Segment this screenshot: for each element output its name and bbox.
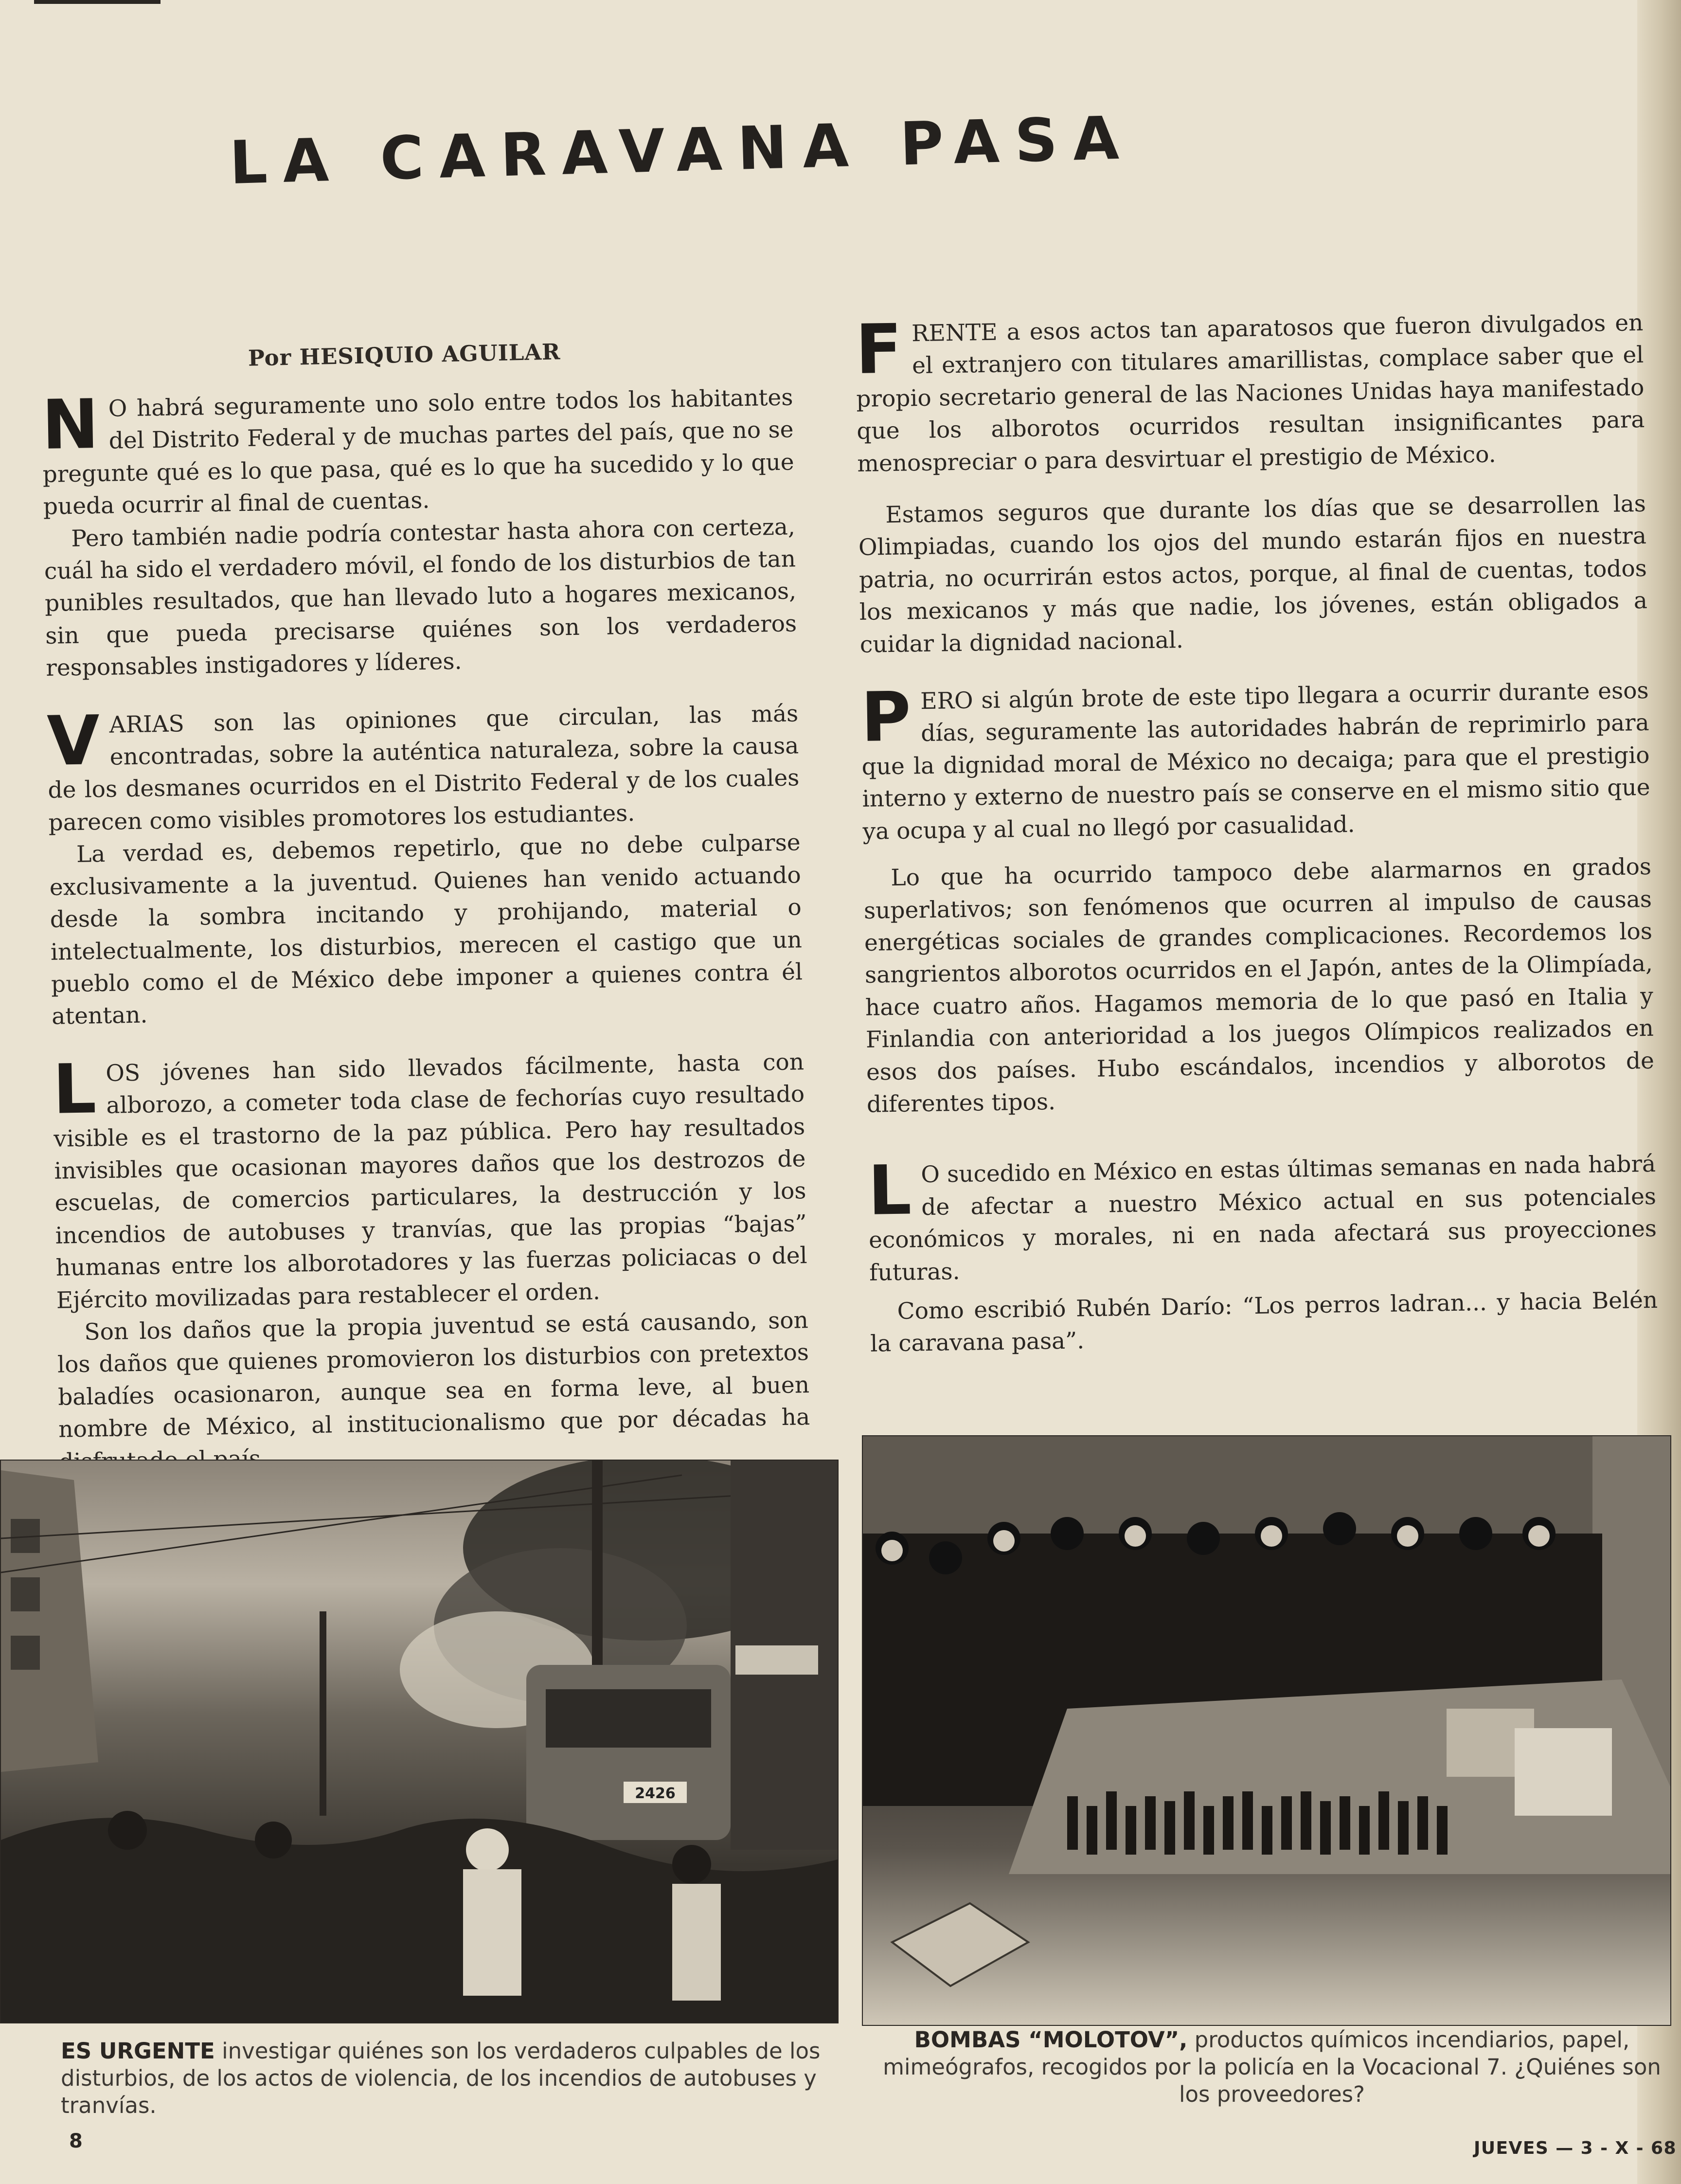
photo-illustration: [863, 1436, 1670, 2025]
photo-burning-tram: [0, 1460, 839, 2023]
paragraph: [41, 381, 795, 523]
paragraph-text: O habrá seguramente uno solo entre todos los habitantes del Distrito Federal y de muchas partes del país, que no se pregunte qué es lo que pasa, qué es lo que ha sucedido y lo que pueda ocurrir al final de cuentas.: [42, 384, 794, 521]
photo-illustration: [1, 1461, 838, 2022]
drop-cap: L: [867, 1151, 912, 1231]
paragraph: [56, 1304, 810, 1479]
paragraph: [858, 488, 1648, 661]
paragraph: [43, 511, 797, 685]
paragraph: [870, 1284, 1659, 1361]
paragraph-text: Como escribió Rubén Darío: “Los perros ladran... y hacia Belén la caravana pasa”.: [870, 1286, 1658, 1358]
caption-lead: BOMBAS “MOLOTOV”,: [914, 2027, 1188, 2053]
drop-cap: F: [855, 309, 903, 390]
paragraph-text: ARIAS son las opiniones que circulan, las más encontradas, sobre la auténtica naturaleza, sobre la causa de los desmanes ocurridos en el Distrito Federal y de los cuales parecen como visibles promotores los estudiantes.: [48, 700, 800, 836]
paragraph-text: Son los daños que la propia juventud se está causando, son los daños que quienes promovieron los disturbios con pretextos baladíes ocasionaron, aunque sea en forma leve, al buen nombre de México, al institucionalismo que por décadas ha país.: [57, 1307, 810, 1473]
paragraph: [855, 307, 1645, 480]
issue-date: JUEVES — 3 - X - 68: [1474, 2138, 1677, 2158]
paragraph-text: Lo que ha ocurrido tampoco debe alarmarnos en grados superlativos; son fenómenos que ocurren al impulso de causas energéticas sociales de grandes complicaciones. Recordemos los sangrientos alborotos ocurridos en el Japón, antes de la Olimpíada, hace cuatro años. Hagamos memoria de lo que pasó en Italia y Finlandia con anterioridad a los juegos Olímpicos realizados en esos dos países. Hubo escándalos, incendios y alborotos de diferentes tipos.: [863, 853, 1655, 1118]
paragraph-text: Estamos seguros que durante los días que se desarrollen las Olimpiadas, cuando los ojos del mundo estarán fijos en nuestra patria, no ocurrirán estos actos, porque, al final de cuentas, todos los mexicanos y más que nadie, los jóvenes, están obligados a cuidar la dignidad nacional.: [858, 490, 1648, 658]
paragraph: [868, 1148, 1658, 1289]
caption-lead: ES URGENTE: [61, 2038, 215, 2064]
page-number: 8: [69, 2130, 83, 2152]
paragraph-text: La verdad es, debemos repetirlo, que no debe culparse exclusivamente a la juventud. Quienes han venido actuando desde la sombra incitando y prohijando, material o intelectualmente, los disturbios, merecen el castigo que un pueblo como el de México debe imponer a quienes contra él atentan.: [49, 829, 803, 1030]
caption-text: investigar quiénes son los verdaderos culpables de los disturbios, de los actos de violencia, de los incendios de autobuses y tranvías.: [61, 2038, 821, 2118]
tram-number: 2426: [635, 1785, 676, 1802]
left-column: [41, 381, 811, 1478]
paragraph-text: RENTE a esos actos tan aparatosos que fueron divulgados en el extranjero con titulares amarillistas, complace saber que el propio secretario general de las Naciones Unidas haya manifestado que los alborotos ocurridos resultan insignificantes para menospreciar o para desvirtuar el prestigio de México.: [856, 309, 1645, 477]
paragraph: [863, 851, 1655, 1121]
paragraph: [860, 675, 1651, 848]
byline: Por HESIQUIO AGUILAR: [248, 339, 561, 371]
drop-cap: N: [41, 385, 100, 465]
caption-text: productos químicos incendiarios, papel, mimeógrafos, recogidos por la policía en la Vocacional 7. ¿Quiénes son los proveedores?: [883, 2027, 1661, 2107]
paragraph: [53, 1046, 808, 1317]
right-column: [855, 307, 1659, 1361]
drop-cap: V: [46, 701, 101, 781]
paragraph-text: O sucedido en México en estas últimas semanas en nada habrá de afectar a nuestro México actual en sus potenciales económicos y morales, ni en nada afectará sus proyecciones futuras.: [868, 1151, 1657, 1286]
caption-right: [880, 2026, 1663, 2108]
paragraph: [49, 827, 803, 1033]
top-rule: [34, 0, 161, 4]
paragraph-text: ERO si algún brote de este tipo llegara a ocurrir durante esos días, seguramente las autoridades habrán de reprimirlo para que la dignidad moral de México no decaiga; para que el prestigio interno y externo de nuestro país se conserve en el mismo sitio que ya ocupa y al cual no llegó por casualidad.: [861, 677, 1650, 845]
paragraph-text: Pero también nadie podría contestar hasta ahora con certeza, cuál ha sido el verdadero móvil, el fondo de los disturbios de tan punibles resultados, que han llevado luto a hogares mexicanos, sin que pueda precisarse quiénes son los verdaderos responsables instigadores y líderes.: [44, 513, 797, 682]
drop-cap: P: [860, 677, 912, 758]
paragraph: [47, 698, 800, 839]
photo-molotov-bombs: [862, 1435, 1671, 2026]
drop-cap: L: [52, 1049, 97, 1130]
caption-left: [61, 2038, 829, 2119]
article-title: LA CARAVANA PASA: [228, 103, 1135, 198]
paragraph-text: OS jóvenes han sido llevados fácilmente, hasta con alborozo, a cometer toda clase de fechorías cuyo resultado visible es el trastorno de la paz pública. Pero hay resultados invisibles que ocasionan mayores daños que los destrozos de escuelas, de comercios particulares, la destrucción y los incendios de autobuses y tranvías, que las propias “bajas” humanas entre los alborotadores y las fuerzas policiacas o del Ejército movilizadas para restablecer el orden.: [53, 1048, 808, 1314]
